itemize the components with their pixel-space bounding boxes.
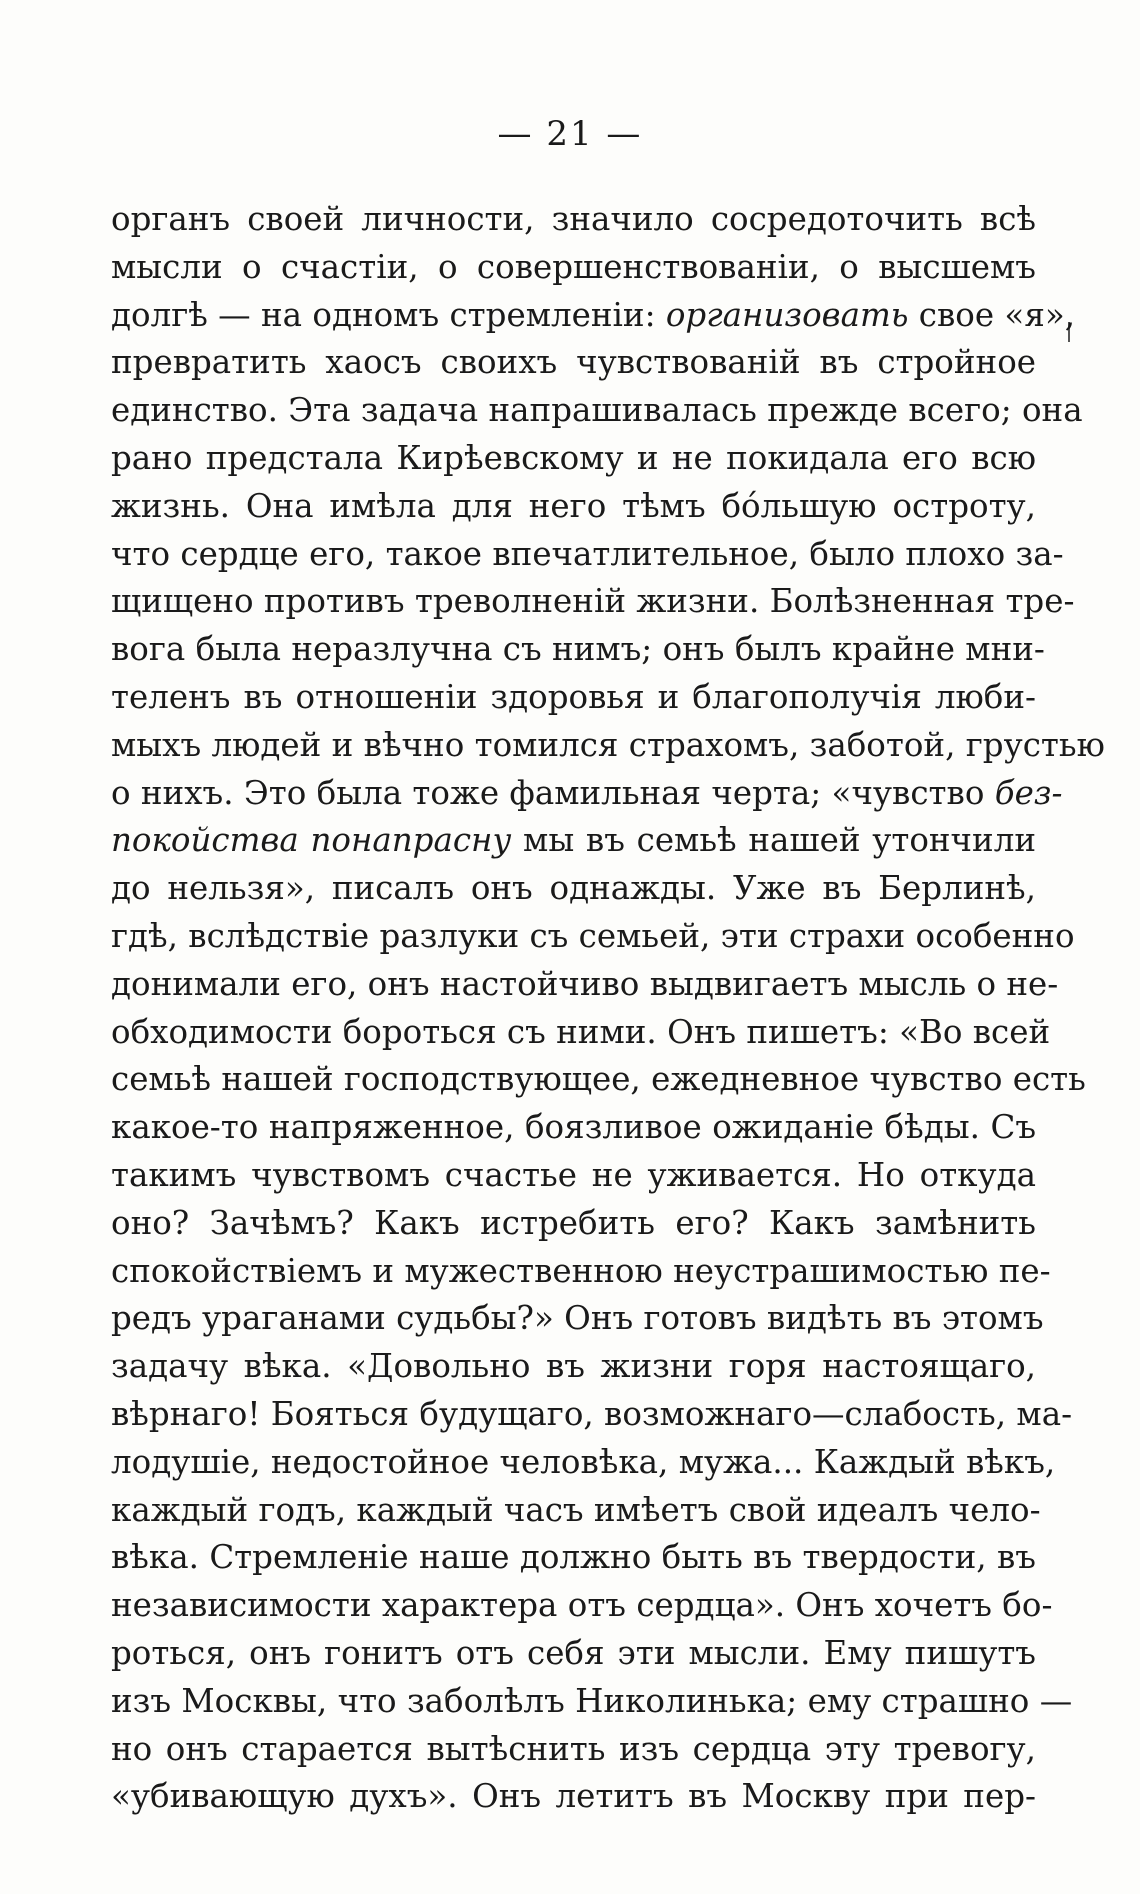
text-line (111, 292, 1076, 340)
text-line (111, 770, 1063, 818)
text-line (111, 1534, 1036, 1582)
text-line (111, 578, 1075, 626)
text-line (111, 1630, 1036, 1678)
line-text: о нихъ. Это была тоже фамильная черта; «чувство (111, 773, 995, 812)
text-line (111, 435, 1036, 483)
line-text: мысли о счастіи, о совершенствованіи, о высшемъ (111, 247, 1036, 286)
text-line (111, 674, 1036, 722)
line-text: органъ своей личности, значило сосредоточить всѣ (111, 200, 1036, 238)
line-text: семьѣ нашей господствующее, ежедневное чувство есть (111, 1060, 1086, 1099)
text-line (111, 1009, 1051, 1057)
body-text (111, 196, 1105, 1821)
italic-text: организовать (665, 295, 909, 334)
text-line (111, 339, 1036, 387)
text-line (111, 387, 1083, 435)
text-line (111, 1343, 1036, 1391)
text-line (111, 1391, 1073, 1439)
line-text: обходимости бороться съ ними. Онъ пишетъ: «Во всей (111, 1012, 1051, 1051)
text-line (111, 1104, 1036, 1152)
line-text: что сердце его, такое впечатлительное, было плохо за- (111, 534, 1064, 573)
text-line (111, 722, 1105, 770)
line-text: мы въ семьѣ нашей утончили (511, 821, 1037, 860)
text-line (111, 913, 1075, 961)
line-text: вѣка. Стремленіе наше должно быть въ твердости, въ (111, 1538, 1036, 1577)
line-text: жизнь. Она имѣла для него тѣмъ бóльшую остроту, (111, 486, 1036, 525)
text-line (111, 1439, 1056, 1487)
line-text: превратить хаосъ своихъ чувствованій въ стройное (111, 343, 1036, 382)
line-text: такимъ чувствомъ счастье не уживается. Но откуда (111, 1155, 1036, 1194)
text-line (111, 1487, 1041, 1535)
line-text: но онъ старается вытѣснить изъ сердца эту тревогу, (111, 1729, 1036, 1768)
text-line (111, 1152, 1036, 1200)
line-text: роться, онъ гонитъ отъ себя эти мысли. Ему пишутъ (111, 1633, 1036, 1672)
line-text: оно? Зачѣмъ? Какъ истребить его? Какъ замѣнить (111, 1203, 1036, 1242)
text-line (111, 961, 1059, 1009)
line-text: спокойствіемъ и мужественною неустрашимостью пе- (111, 1251, 1051, 1290)
text-line (111, 1200, 1036, 1248)
line-text: вѣрнаго! Бояться будущаго, возможнаго—слабость, ма- (111, 1394, 1073, 1433)
line-text: теленъ въ отношеніи здоровья и благополучія люби- (111, 677, 1036, 716)
text-line (111, 1773, 1036, 1821)
text-line (111, 817, 1036, 865)
line-text: до нельзя», писалъ онъ однажды. Уже въ Берлинѣ, (111, 869, 1036, 908)
line-text: изъ Москвы, что заболѣлъ Николинька; ему страшно — (111, 1681, 1073, 1720)
line-text: задачу вѣка. «Довольно въ жизни горя настоящаго, (111, 1347, 1036, 1386)
text-line (111, 1582, 1053, 1630)
line-text: вога была неразлучна съ нимъ; онъ былъ крайне мни- (111, 630, 1045, 669)
text-line (111, 1726, 1036, 1774)
line-text: свое «я», (908, 295, 1076, 334)
line-text: единство. Эта задача напрашивалась прежде всего; она (111, 391, 1083, 430)
text-line (111, 1678, 1073, 1726)
line-text: рано предстала Кирѣевскому и не покидала его всю (111, 438, 1036, 477)
line-text: долгѣ — на одномъ стремленіи: (111, 295, 666, 334)
text-line (111, 531, 1064, 579)
line-text: донимали его, онъ настойчиво выдвигаетъ мысль о не- (111, 964, 1059, 1003)
line-text: редъ ураганами судьбы?» Онъ готовъ видѣть въ этомъ (111, 1299, 1044, 1338)
line-text: независимости характера отъ сердца». Онъ хочетъ бо- (111, 1586, 1053, 1625)
italic-text: без- (994, 773, 1063, 812)
line-text: каждый годъ, каждый часъ имѣетъ свой идеалъ чело- (111, 1490, 1041, 1529)
italic-text: покойства понапрасну (111, 821, 512, 860)
line-text: гдѣ, вслѣдствіе разлуки съ семьей, эти страхи особенно (111, 916, 1075, 955)
line-text: лодушіе, недостойное человѣка, мужа... Каждый вѣкъ, (111, 1442, 1056, 1481)
text-line (111, 1056, 1086, 1104)
line-text: какое-то напряженное, боязливое ожиданіе бѣды. Съ (111, 1108, 1036, 1147)
text-line (111, 865, 1036, 913)
text-line (111, 196, 1036, 244)
page-number: — 21 — (497, 114, 643, 154)
line-text: «убивающую духъ». Онъ летитъ въ Москву при пер- (111, 1777, 1036, 1816)
line-text: щищено противъ треволненій жизни. Болѣзненная тре- (111, 582, 1075, 621)
text-line (111, 1295, 1044, 1343)
text-line (111, 244, 1036, 292)
text-line (111, 626, 1045, 674)
text-line (111, 483, 1036, 531)
line-text: мыхъ людей и вѣчно томился страхомъ, заботой, грустью (111, 725, 1105, 764)
text-line (111, 1248, 1051, 1296)
